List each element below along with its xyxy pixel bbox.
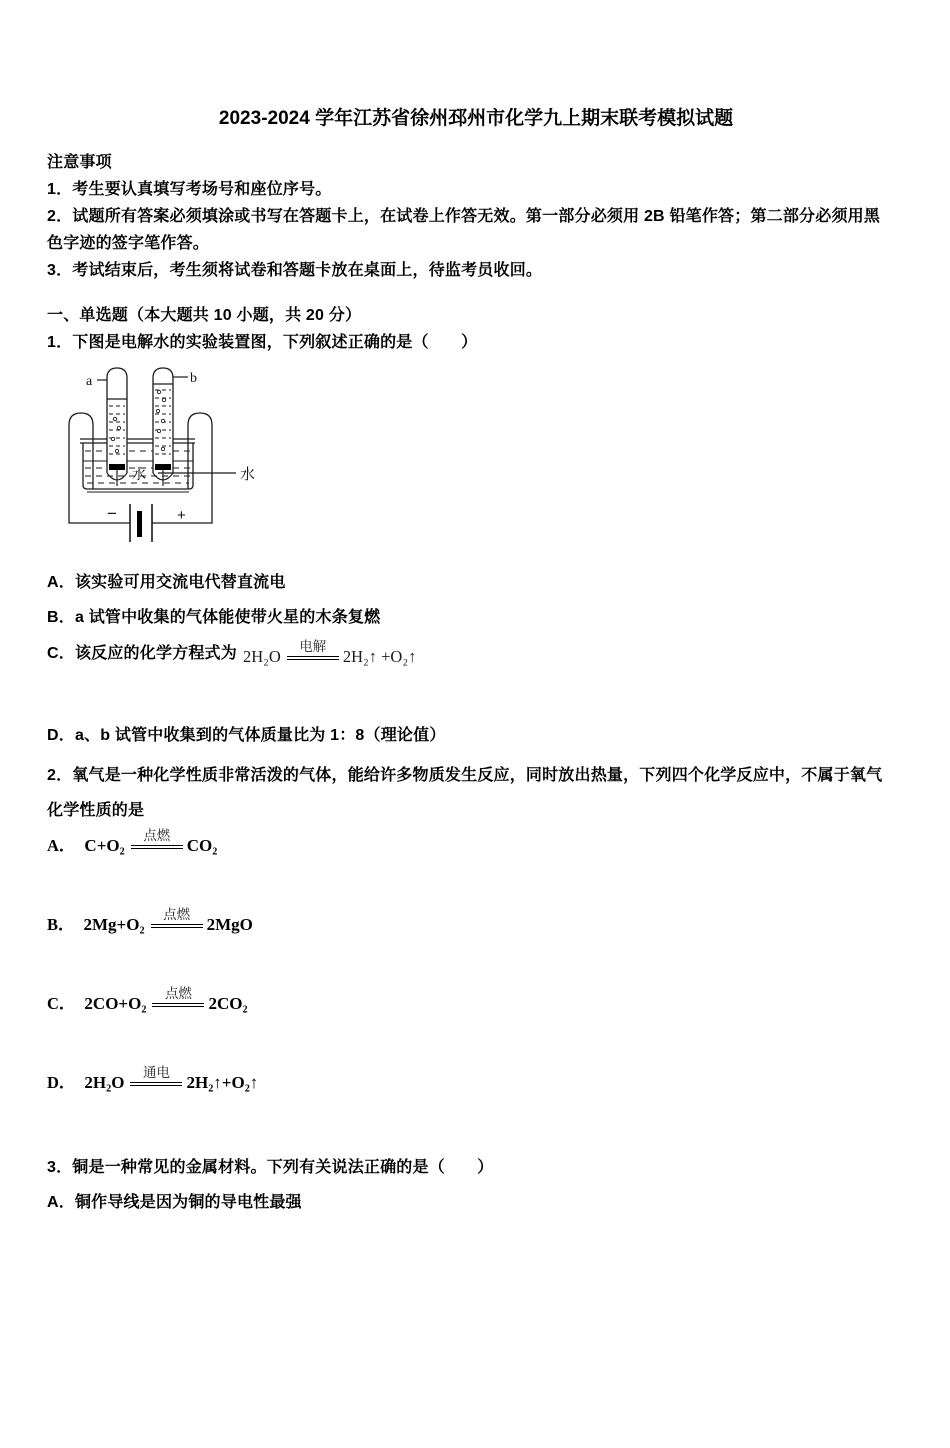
equation-rhs: CO₂	[186, 836, 218, 855]
notice-item-2: 2．试题所有答案必须填涂或书写在答题卡上，在试卷上作答无效。第一部分必须用 2B 铅笔作答；第二部分必须用黑色字迹的签字笔作答。	[47, 208, 881, 252]
water-label-inner: 水	[132, 466, 146, 482]
water-label: 水	[240, 466, 256, 483]
notice-heading: 注意事项	[47, 154, 112, 171]
equation-condition-label: 电解	[287, 639, 339, 660]
equation-lhs: 2H₂O	[242, 647, 281, 666]
equation-lhs: 2H₂O	[84, 1073, 125, 1092]
equation-condition	[287, 639, 339, 660]
equation-rhs: 2CO₂	[208, 994, 248, 1013]
q3-stem: 3．铜是一种常见的金属材料。下列有关说法正确的是（ ）	[47, 1159, 494, 1176]
equation-condition	[151, 907, 203, 928]
equation-condition	[131, 828, 183, 849]
page-title: 2023-2024 学年江苏省徐州邳州市化学九上期末联考模拟试题	[218, 108, 734, 129]
electrode-a	[109, 464, 125, 470]
equation-condition-label: 点燃	[131, 828, 183, 849]
option-letter: D．	[47, 1073, 76, 1092]
section-heading: 一、单选题（本大题共 10 小题，共 20 分）	[47, 307, 362, 324]
battery-plate-short	[137, 511, 142, 537]
equation-condition-label: 通电	[130, 1065, 182, 1086]
equation-lhs: C+O₂	[84, 836, 125, 855]
q1-option-b: B．a 试管中收集的气体能使带火星的木条复燃	[47, 609, 381, 626]
equation-condition	[152, 986, 204, 1007]
battery-plus-label: +	[177, 507, 186, 524]
q1-option-a: A．该实验可用交流电代替直流电	[47, 574, 286, 591]
q1-option-c	[47, 639, 905, 667]
battery-minus-label: −	[107, 504, 117, 523]
test-tube-a	[107, 368, 127, 473]
electrode-b	[155, 464, 171, 470]
q1-option-c-text: C．该反应的化学方程式为	[47, 645, 237, 662]
equation-condition-label: 点燃	[151, 907, 203, 928]
q1-option-d: D．a、b 试管中收集到的气体质量比为 1：8（理论值）	[47, 727, 446, 744]
q2-option-b	[47, 907, 905, 936]
equation-rhs: 2MgO	[206, 915, 253, 934]
equation-rhs: 2H₂↑ +O₂↑	[342, 647, 417, 666]
q2-option-c	[47, 986, 905, 1015]
equation-condition-label: 点燃	[152, 986, 204, 1007]
equation-rhs: 2H₂↑+O₂↑	[186, 1073, 259, 1092]
option-letter: C．	[47, 994, 76, 1013]
option-letter: A．	[47, 836, 76, 855]
tube-a-label: a	[86, 374, 93, 389]
equation-lhs: 2Mg+O₂	[83, 915, 145, 934]
equation-lhs: 2CO+O₂	[84, 994, 147, 1013]
q2-option-a	[47, 828, 905, 857]
notice-item-1: 1．考生要认真填写考场号和座位序号。	[47, 181, 332, 198]
q2-option-d	[47, 1065, 905, 1094]
q3-option-a: A．铜作导线是因为铜的导电性最强	[47, 1194, 302, 1211]
option-letter: B．	[47, 915, 75, 934]
exam-paper-page	[0, 104, 950, 1216]
q2-stem: 2．氧气是一种化学性质非常活泼的气体，能给许多物质发生反应，同时放出热量，下列四个化学反应中，不属于氧气化学性质的是	[47, 767, 883, 819]
equation-condition	[130, 1065, 182, 1086]
q1-stem: 1．下图是电解水的实验装置图，下列叙述正确的是（ ）	[47, 334, 478, 351]
electrolysis-apparatus-diagram	[60, 361, 265, 551]
notice-item-3: 3．考试结束后，考生须将试卷和答题卡放在桌面上，待监考员收回。	[47, 262, 543, 279]
tube-b-label: b	[190, 371, 197, 386]
